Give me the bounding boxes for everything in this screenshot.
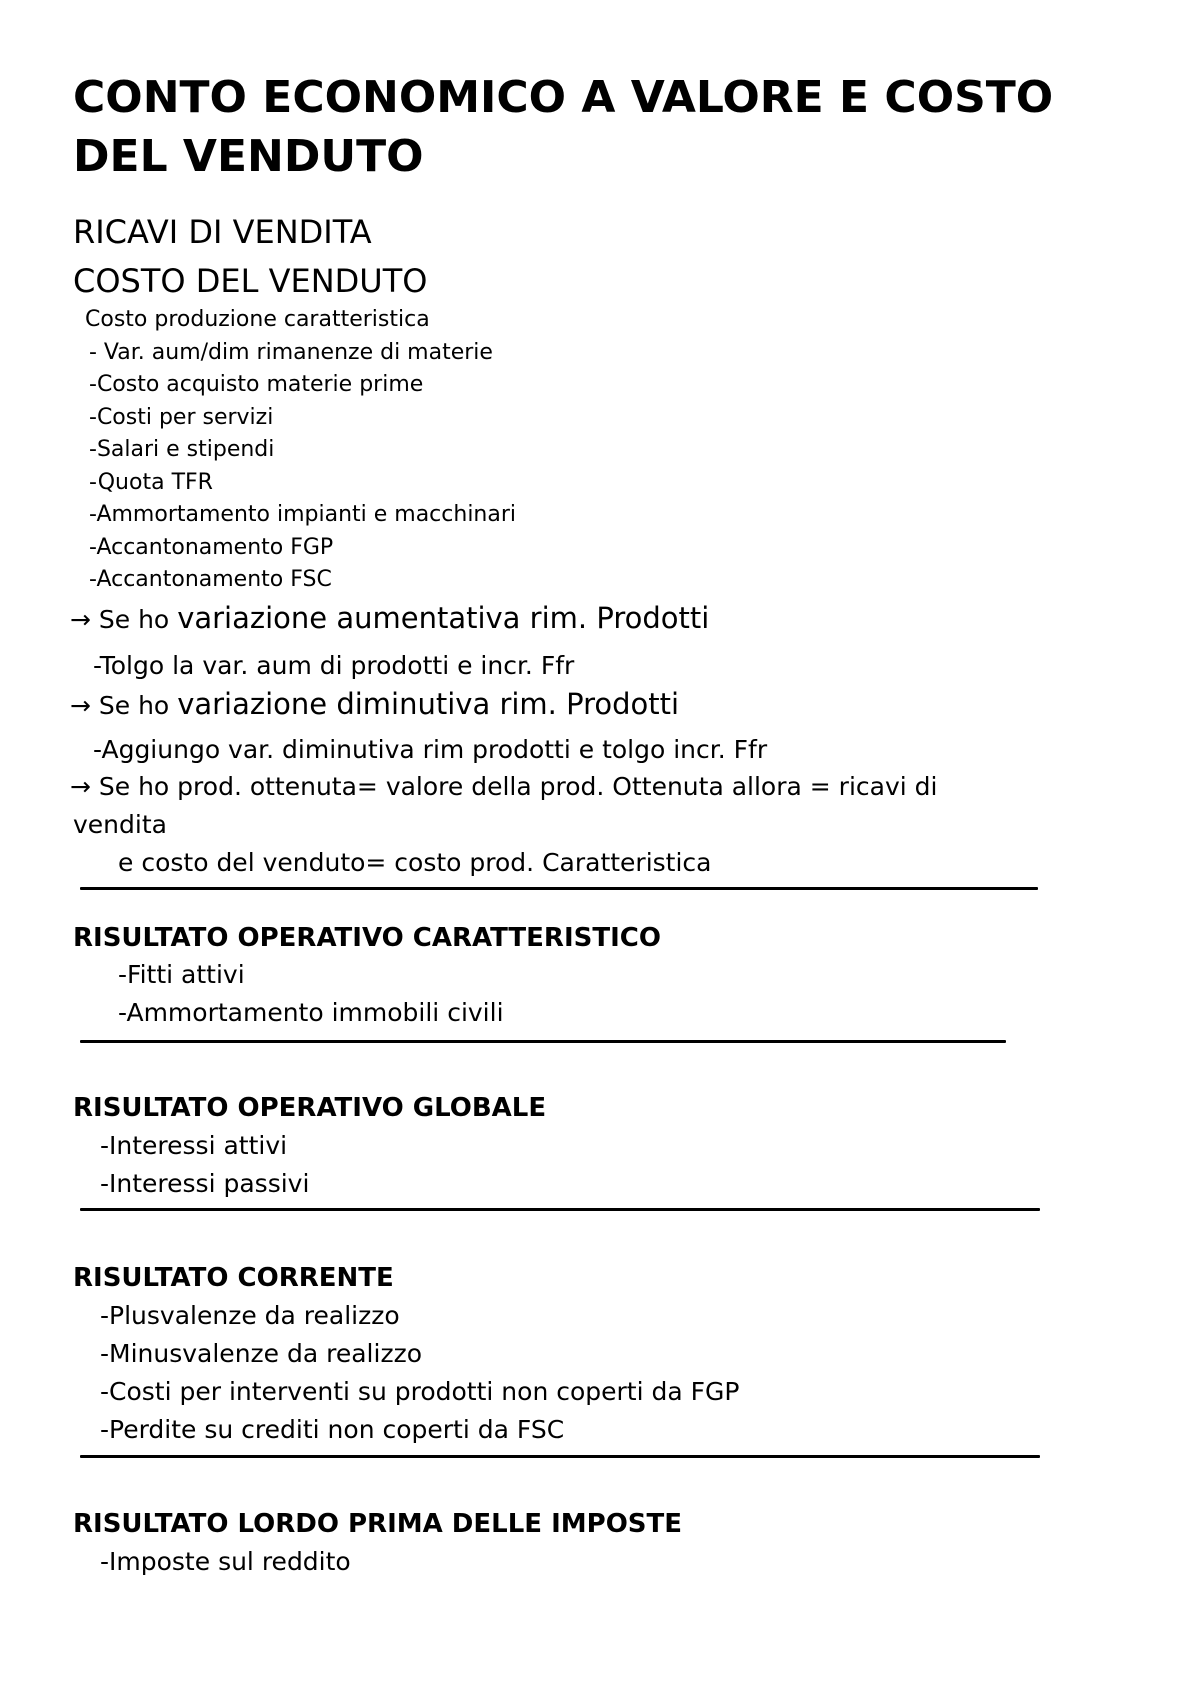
costo-item: -Salari e stipendi xyxy=(89,437,275,462)
note-variazione-diminutiva xyxy=(70,687,680,721)
note-prefix: → Se ho xyxy=(70,605,178,634)
costo-item: -Accantonamento FGP xyxy=(89,535,334,560)
note-main: variazione aumentativa rim. Prodotti xyxy=(177,601,710,635)
section-heading: RISULTATO OPERATIVO CARATTERISTICO xyxy=(73,923,661,953)
section-item: -Interessi passivi xyxy=(100,1169,310,1198)
costo-item: -Quota TFR xyxy=(89,470,213,495)
section-item: -Plusvalenze da realizzo xyxy=(100,1301,400,1330)
section-item: -Interessi attivi xyxy=(100,1131,288,1160)
costo-item: -Costo acquisto materie prime xyxy=(89,372,424,397)
divider-line xyxy=(80,1040,1006,1043)
section-heading: RISULTATO LORDO PRIMA DELLE IMPOSTE xyxy=(73,1509,683,1539)
note-variazione-aumentativa xyxy=(70,601,710,635)
section-item: -Ammortamento immobili civili xyxy=(118,998,504,1027)
note-sub: -Tolgo la var. aum di prodotti e incr. Ffr xyxy=(93,651,575,680)
ricavi-heading: RICAVI DI VENDITA xyxy=(73,213,372,251)
document-title-line1: CONTO ECONOMICO A VALORE E COSTO xyxy=(73,72,1054,123)
section-item: -Imposte sul reddito xyxy=(100,1547,351,1576)
costo-item: - Var. aum/dim rimanenze di materie xyxy=(89,340,493,365)
section-heading: RISULTATO OPERATIVO GLOBALE xyxy=(73,1093,547,1123)
divider-line xyxy=(80,887,1038,890)
document-title-line2: DEL VENDUTO xyxy=(73,131,424,182)
costo-item: -Accantonamento FSC xyxy=(89,567,332,592)
section-item: -Perdite su crediti non coperti da FSC xyxy=(100,1415,565,1444)
section-heading: RISULTATO CORRENTE xyxy=(73,1263,394,1293)
note-prod-ottenuta-line1: → Se ho prod. ottenuta= valore della prod. Ottenuta allora = ricavi di xyxy=(70,772,938,801)
section-item: -Fitti attivi xyxy=(118,960,245,989)
costo-venduto-heading: COSTO DEL VENDUTO xyxy=(73,262,428,300)
note-sub: -Aggiungo var. diminutiva rim prodotti e tolgo incr. Ffr xyxy=(93,735,768,764)
note-prod-ottenuta-line2: vendita xyxy=(73,810,167,839)
section-item: -Costi per interventi su prodotti non coperti da FGP xyxy=(100,1377,740,1406)
divider-line xyxy=(80,1208,1040,1211)
costo-item: -Costi per servizi xyxy=(89,405,274,430)
note-prod-ottenuta-line3: e costo del venduto= costo prod. Caratteristica xyxy=(118,848,712,877)
section-item: -Minusvalenze da realizzo xyxy=(100,1339,422,1368)
costo-produzione-label: Costo produzione caratteristica xyxy=(85,307,430,332)
note-prefix: → Se ho xyxy=(70,691,178,720)
costo-item: -Ammortamento impianti e macchinari xyxy=(89,502,517,527)
note-main: variazione diminutiva rim. Prodotti xyxy=(177,687,680,721)
divider-line xyxy=(80,1455,1040,1458)
